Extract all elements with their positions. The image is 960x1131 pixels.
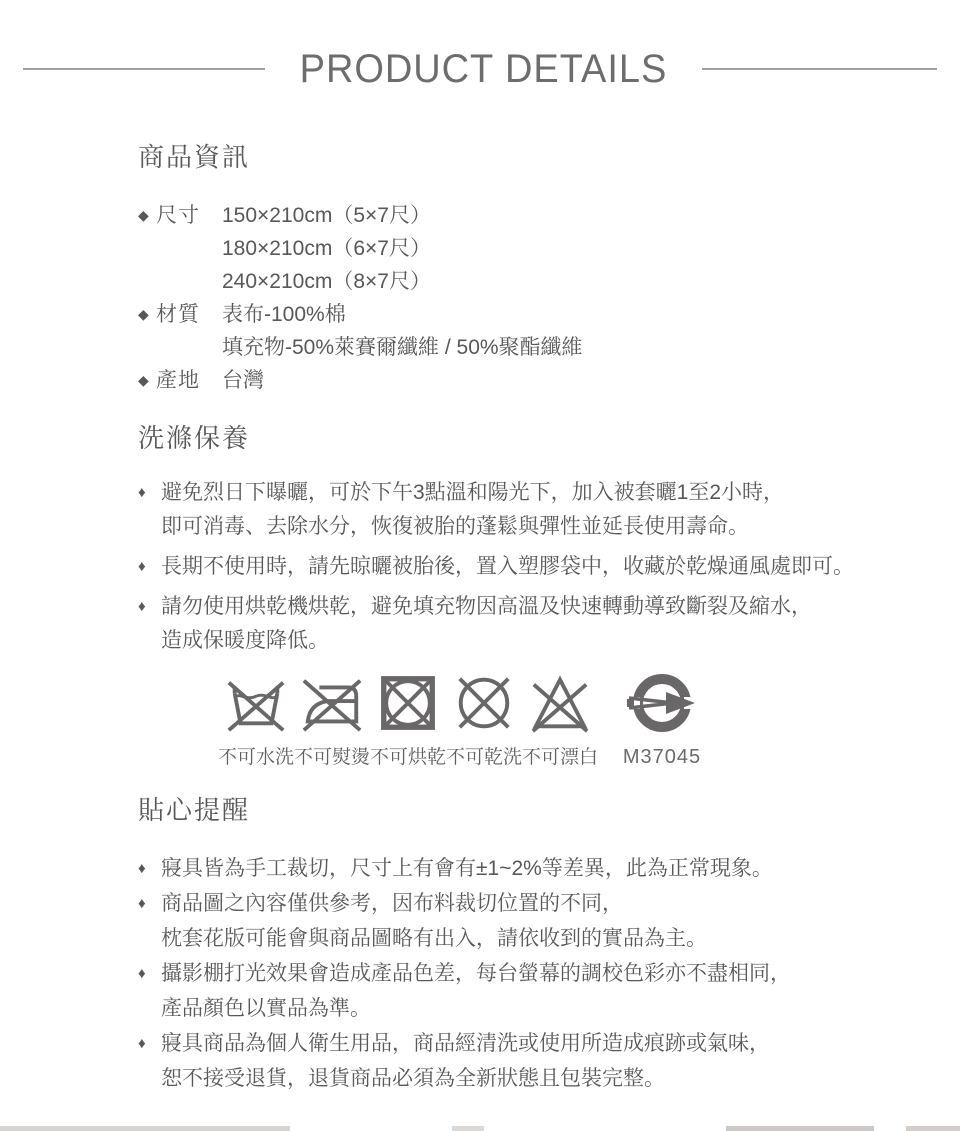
do-not-wash-icon: [224, 670, 288, 736]
info-label-size: 尺寸: [156, 204, 200, 227]
diamond-bullet-icon: ◆: [138, 207, 149, 223]
content-column: [0, 142, 960, 1096]
reminder-item-text: [161, 886, 924, 956]
bottom-edge-segment: [0, 1126, 290, 1131]
reminder-line: 攝影棚打光效果會造成產品色差，每台螢幕的調校色彩亦不盡相同，: [161, 962, 791, 985]
diamond-bullet-icon: ♦: [138, 484, 146, 501]
diamond-bullet-icon: ♦: [138, 1035, 146, 1052]
material-line: 表布-100%棉: [222, 303, 346, 326]
laundry-symbol-label: 不可乾洗: [446, 747, 523, 768]
reminder-line: 恕不接受退貨，退貨商品必須為全新狀態且包裝完整。: [161, 1067, 665, 1090]
care-line: 長期不使用時，請先晾曬被胎後，置入塑膠袋中，收藏於乾燥通風處即可。: [161, 555, 854, 578]
reminder-item: [138, 851, 924, 886]
certification-number: M37045: [622, 746, 702, 768]
size-line: 180×210cm（6×7尺）: [222, 237, 431, 260]
reminder-line: 枕套花版可能會與商品圖略有出入，請依收到的實品為主。: [161, 927, 707, 950]
product-info-list: [138, 199, 924, 397]
info-row-origin: [138, 364, 924, 397]
care-item: [138, 476, 924, 544]
laundry-symbol-label: 不可熨燙: [294, 747, 371, 768]
reminder-line: 產品顏色以實品為準。: [161, 997, 371, 1020]
diamond-bullet-icon: ♦: [138, 598, 146, 615]
certification-logo-icon: [625, 671, 699, 737]
material-line: 填充物-50%萊賽爾纖維 / 50%聚酯纖維: [222, 336, 583, 359]
care-list: [138, 476, 924, 658]
info-label-material: 材質: [156, 303, 200, 326]
reminder-item: [138, 886, 924, 956]
info-row-size: [138, 199, 924, 298]
care-item-text: [161, 476, 924, 544]
info-values-material: [222, 298, 924, 364]
reminder-line: 寢具商品為個人衛生用品，商品經清洗或使用所造成痕跡或氣味，: [161, 1032, 770, 1055]
info-values-size: [222, 199, 924, 298]
reminder-item-text: [161, 956, 924, 1026]
laundry-symbol-do-not-tumble-dry: [370, 670, 446, 769]
diamond-bullet-icon: ◆: [138, 306, 149, 322]
do-not-iron-icon: [300, 670, 364, 736]
origin-line: 台灣: [222, 369, 264, 392]
laundry-symbols-row: [218, 670, 924, 769]
bottom-edge-segment: [452, 1126, 484, 1131]
care-line: 造成保暖度降低。: [161, 629, 329, 652]
diamond-bullet-icon: ♦: [138, 965, 146, 982]
reminder-item-text: [161, 1026, 924, 1096]
laundry-symbol-do-not-dry-clean: [446, 670, 522, 769]
diamond-bullet-icon: ♦: [138, 860, 146, 877]
diamond-bullet-icon: ◆: [138, 372, 149, 388]
reminder-item: [138, 1026, 924, 1096]
certification-mark: [612, 671, 712, 769]
laundry-symbol-do-not-bleach: [522, 670, 598, 769]
care-line: 即可消毒、去除水分，恢復被胎的蓬鬆與彈性並延長使用壽命。: [161, 515, 749, 538]
section-heading-reminder: 貼心提醒: [138, 795, 251, 825]
bottom-edge-segment: [726, 1126, 874, 1131]
laundry-symbol-label: 不可水洗: [218, 747, 295, 768]
section-heading-product-info: 商品資訊: [138, 142, 251, 172]
size-line: 240×210cm（8×7尺）: [222, 270, 431, 293]
header-line-left: [23, 68, 265, 70]
care-item-text: [161, 550, 924, 584]
do-not-bleach-icon: [528, 670, 592, 736]
care-line: 請勿使用烘乾機烘乾，避免填充物因高溫及快速轉動導致斷裂及縮水，: [161, 595, 812, 618]
reminder-line: 寢具皆為手工裁切，尺寸上有會有±1~2%等差異，此為正常現象。: [161, 857, 773, 880]
do-not-dry-clean-icon: [452, 670, 516, 736]
care-item: [138, 590, 924, 658]
reminder-line: 商品圖之內容僅供參考，因布料裁切位置的不同，: [161, 892, 623, 915]
laundry-symbol-do-not-iron: [294, 670, 370, 769]
care-item: [138, 550, 924, 584]
care-line: 避免烈日下曝曬，可於下午3點溫和陽光下，加入被套曬1至2小時，: [161, 481, 785, 504]
laundry-symbol-do-not-wash: [218, 670, 294, 769]
header-line-right: [702, 68, 937, 70]
laundry-symbol-label: 不可烘乾: [370, 747, 447, 768]
do-not-tumble-dry-icon: [376, 670, 440, 736]
section-heading-washing-care: 洗滌保養: [138, 423, 251, 453]
diamond-bullet-icon: ♦: [138, 558, 146, 575]
info-label-origin: 產地: [156, 369, 200, 392]
laundry-symbol-label: 不可漂白: [522, 747, 599, 768]
care-item-text: [161, 590, 924, 658]
reminder-item-text: [161, 851, 924, 886]
info-values-origin: [222, 364, 924, 397]
bottom-edge-segment: [906, 1126, 960, 1131]
reminder-item: [138, 956, 924, 1026]
size-line: 150×210cm（5×7尺）: [222, 204, 431, 227]
info-row-material: [138, 298, 924, 364]
diamond-bullet-icon: ♦: [138, 895, 146, 912]
page-header: [0, 0, 960, 92]
page-title: PRODUCT DETAILS: [299, 47, 668, 91]
reminder-list: [138, 851, 924, 1096]
